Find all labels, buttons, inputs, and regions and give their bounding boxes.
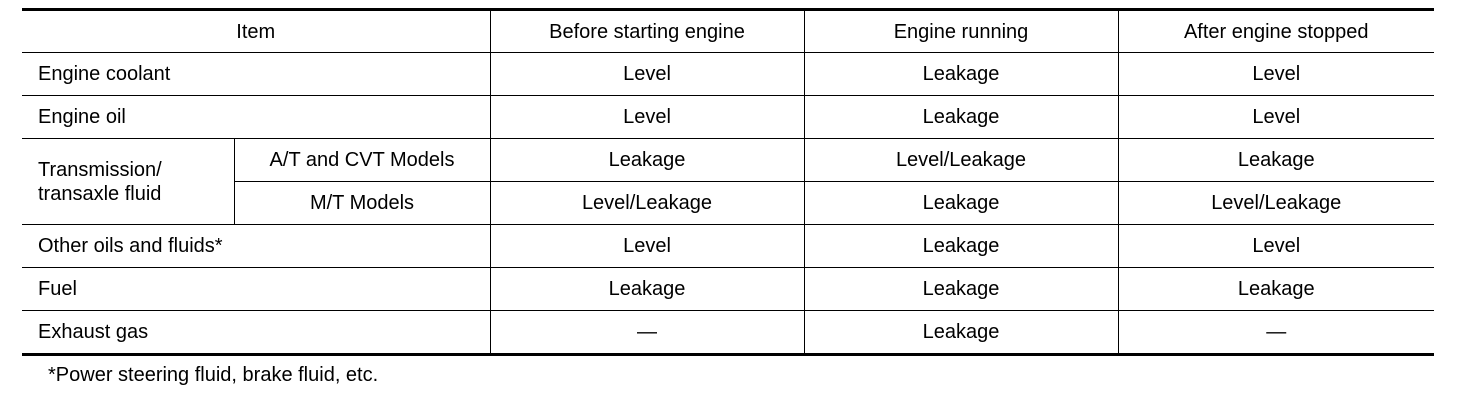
cell-running: Leakage: [804, 268, 1118, 311]
cell-running: Leakage: [804, 182, 1118, 225]
header-item: Item: [22, 10, 490, 53]
cell-after: Level: [1118, 96, 1434, 139]
cell-running: Leakage: [804, 311, 1118, 355]
header-before-starting-engine: Before starting engine: [490, 10, 804, 53]
cell-after: Leakage: [1118, 139, 1434, 182]
table-row: [22, 311, 1434, 355]
cell-running: Leakage: [804, 96, 1118, 139]
cell-before: —: [490, 311, 804, 355]
header-engine-running: Engine running: [804, 10, 1118, 53]
cell-after: Leakage: [1118, 268, 1434, 311]
cell-before: Level: [490, 96, 804, 139]
table-row: [22, 268, 1434, 311]
cell-after: —: [1118, 311, 1434, 355]
cell-running: Leakage: [804, 225, 1118, 268]
table-row: [22, 96, 1434, 139]
cell-running: Leakage: [804, 53, 1118, 96]
cell-before: Level: [490, 53, 804, 96]
row-item-fuel: Fuel: [22, 268, 490, 311]
cell-after: Level: [1118, 53, 1434, 96]
row-item-engine-coolant: Engine coolant: [22, 53, 490, 96]
cell-before: Leakage: [490, 268, 804, 311]
cell-after: Level/Leakage: [1118, 182, 1434, 225]
row-item-exhaust-gas: Exhaust gas: [22, 311, 490, 355]
table-row: [22, 139, 1434, 182]
table-header-row: [22, 10, 1434, 53]
table-row: [22, 225, 1434, 268]
cell-after: Level: [1118, 225, 1434, 268]
row-item-engine-oil: Engine oil: [22, 96, 490, 139]
cell-before: Level/Leakage: [490, 182, 804, 225]
table-row: [22, 182, 1434, 225]
table-footnote: *Power steering fluid, brake fluid, etc.: [48, 364, 379, 386]
cell-before: Level: [490, 225, 804, 268]
cell-running: Level/Leakage: [804, 139, 1118, 182]
header-after-engine-stopped: After engine stopped: [1118, 10, 1434, 53]
row-item-other-oils-fluids: Other oils and fluids*: [22, 225, 490, 268]
sub-item-mt-models: M/T Models: [234, 182, 490, 225]
sub-item-at-cvt-models: A/T and CVT Models: [234, 139, 490, 182]
row-item-transmission-fluid: Transmission/ transaxle fluid: [22, 139, 234, 225]
fluid-inspection-table: [22, 8, 1434, 356]
table-row: [22, 53, 1434, 96]
cell-before: Leakage: [490, 139, 804, 182]
